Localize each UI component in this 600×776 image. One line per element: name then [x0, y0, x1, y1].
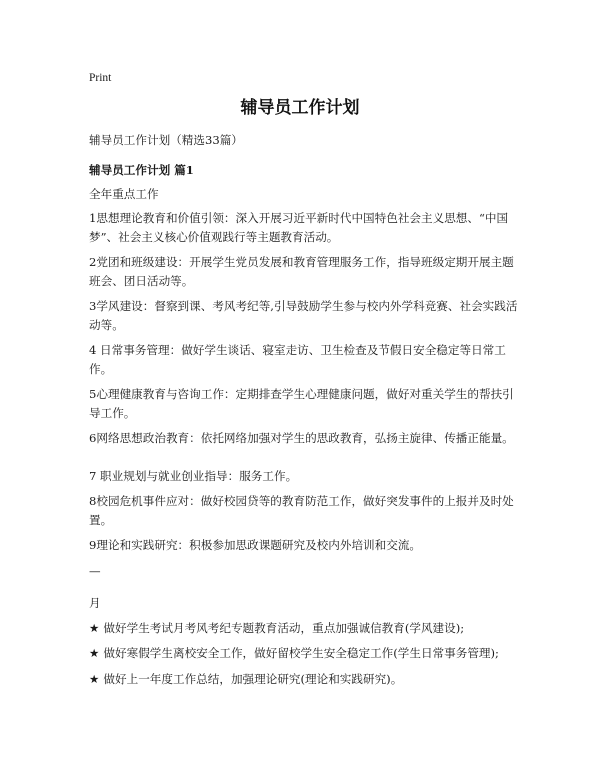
month-label: 月	[89, 596, 101, 610]
document-subtitle: 辅导员工作计划（精选33篇）	[89, 133, 243, 147]
list-item: 8校园危机事件应对：做好校园贷等的教育防范工作，做好突发事件的上报并及时处置。	[89, 494, 514, 527]
star-icon: ★	[89, 671, 100, 686]
print-link[interactable]: Print	[89, 72, 112, 84]
document-body	[89, 131, 519, 688]
document-title: 辅导员工作计划	[240, 98, 360, 118]
list-item: 5心理健康教育与咨询工作：定期排查学生心理健康问题，做好对重关学生的帮扶引导工作。	[89, 387, 514, 420]
task-text: 做好学生考试月考风考纪专题教育活动，重点加强诚信教育(学风建设);	[103, 620, 465, 635]
list-item: 6网络思想政治教育：依托网络加强对学生的思政教育，弘扬主旋律、传播正能量。	[89, 431, 514, 445]
task-text: 做好上一年度工作总结，加强理论研究(理论和实践研究)。	[103, 671, 403, 686]
list-item: 7 职业规划与就业创业指导：服务工作。	[89, 468, 298, 483]
list-item: 9理论和实践研究：积极参加思政课题研究及校内外培训和交流。	[89, 538, 422, 552]
section-heading: 辅导员工作计划 篇1	[89, 163, 194, 177]
task-item	[89, 670, 519, 689]
list-item: 2党团和班级建设：开展学生党员发展和教育管理服务工作，指导班级定期开展主题班会、团日活动等。	[89, 255, 514, 288]
dash-separator: —	[89, 563, 101, 578]
list-item: 1思想理论教育和价值引领：深入开展习近平新时代中国特色社会主义思想、“中国梦”、社会主义核心价值观践行等主题教育活动。	[89, 211, 509, 244]
task-item	[89, 644, 519, 663]
list-item: 3学风建设：督察到课、考风考纪等,引导鼓励学生参与校内外学科竞赛、社会实践活动等。	[89, 299, 518, 332]
list-item: 4 日常事务管理：做好学生谈话、寝室走访、卫生检查及节假日安全稳定等日常工作。	[89, 343, 506, 376]
task-text: 做好寒假学生离校安全工作，做好留校学生安全稳定工作(学生日常事务管理);	[103, 646, 499, 660]
star-icon: ★	[89, 646, 100, 660]
section-intro: 全年重点工作	[89, 187, 159, 201]
star-icon: ★	[89, 620, 100, 635]
task-item	[89, 619, 519, 638]
